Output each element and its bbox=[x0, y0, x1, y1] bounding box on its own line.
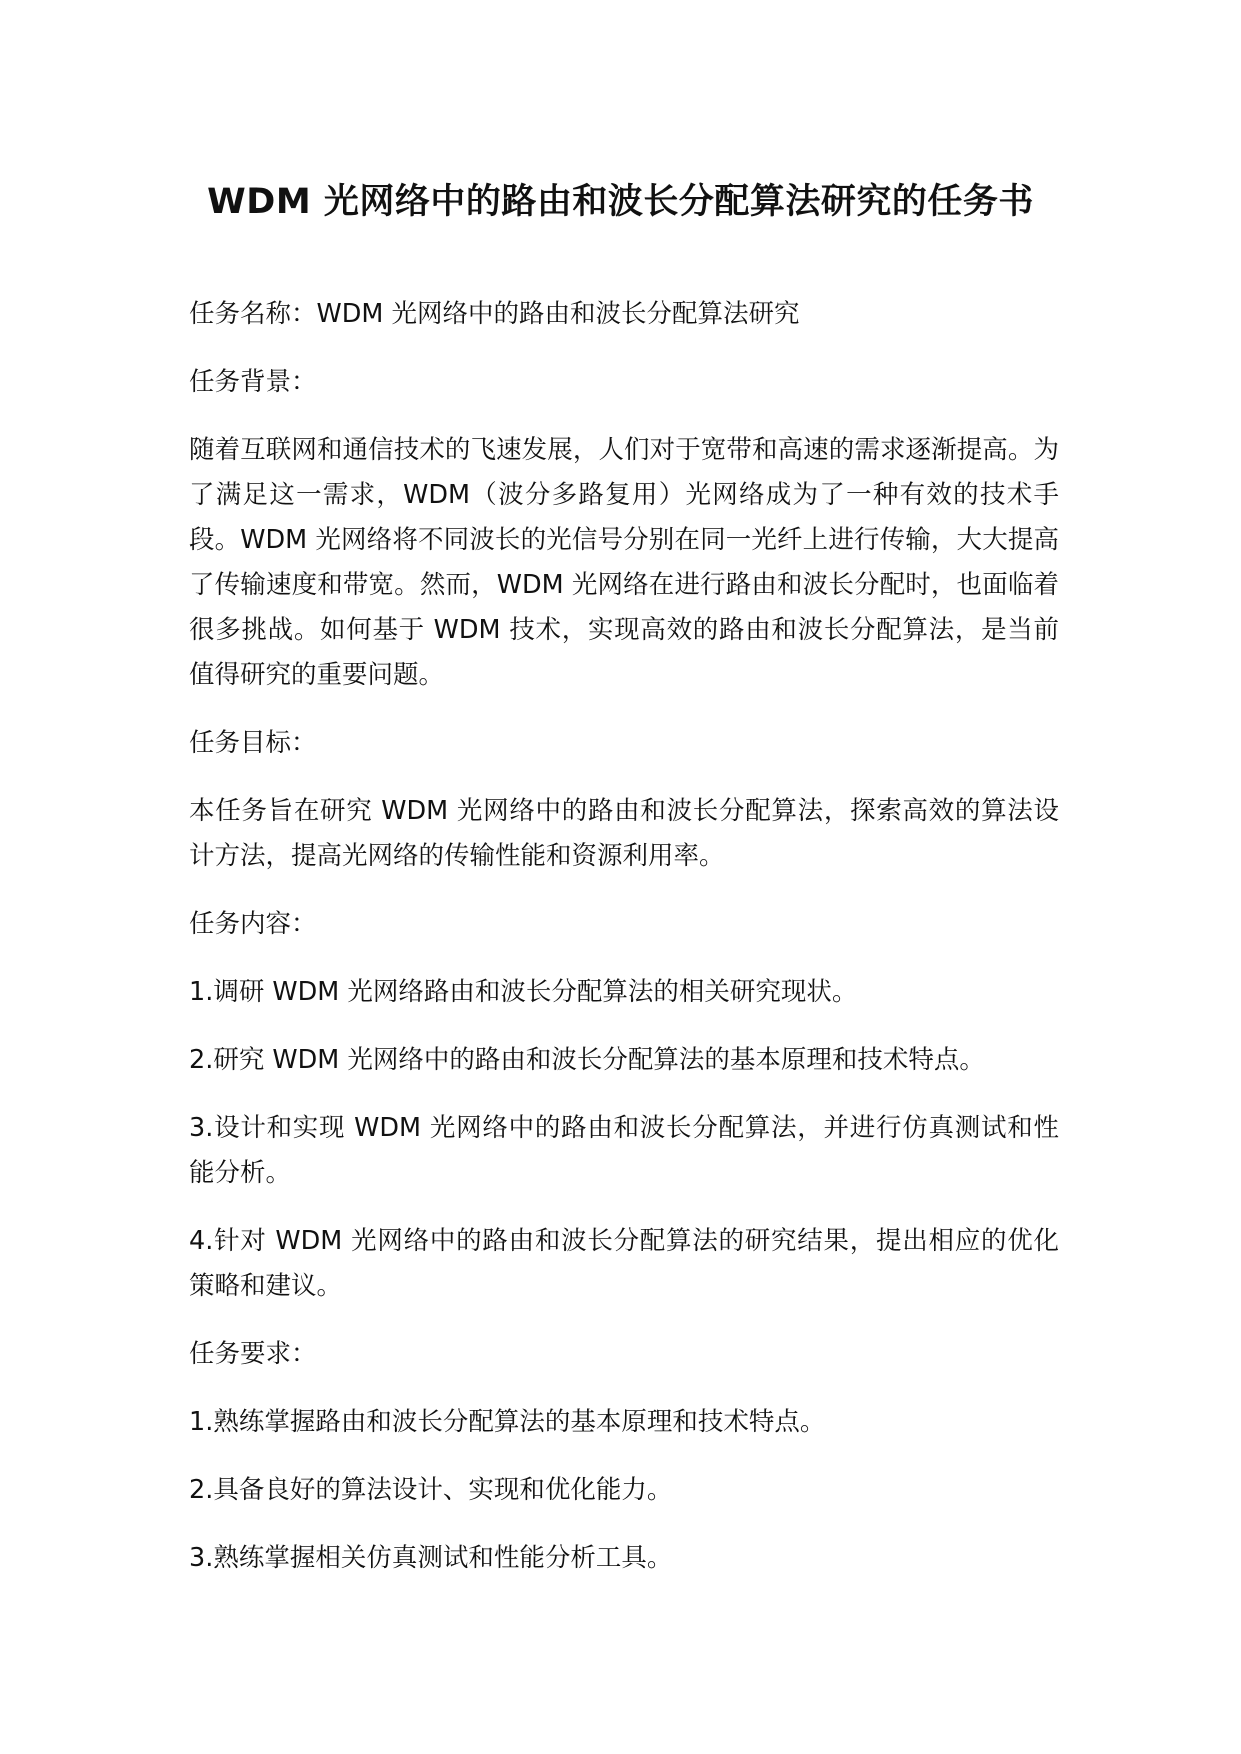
content-item-2: 2.研究 WDM 光网络中的路由和波长分配算法的基本原理和技术特点。 bbox=[189, 1045, 985, 1075]
goal-heading: 任务目标： bbox=[189, 728, 317, 758]
goal-text: 本任务旨在研究 WDM 光网络中的路由和波长分配算法，探索高效的算法设计方法，提高光网络的传输性能和资源利用率。 bbox=[189, 796, 1059, 871]
content-item-4: 4.针对 WDM 光网络中的路由和波长分配算法的研究结果，提出相应的优化策略和建议。 bbox=[189, 1226, 1059, 1301]
requirements-heading: 任务要求： bbox=[189, 1339, 317, 1369]
document-title: WDM 光网络中的路由和波长分配算法研究的任务书 bbox=[207, 182, 1034, 222]
requirement-item-3: 3.熟练掌握相关仿真测试和性能分析工具。 bbox=[189, 1543, 673, 1573]
requirement-item-1: 1.熟练掌握路由和波长分配算法的基本原理和技术特点。 bbox=[189, 1407, 826, 1437]
content-heading: 任务内容： bbox=[189, 909, 317, 939]
content-item-3: 3.设计和实现 WDM 光网络中的路由和波长分配算法，并进行仿真测试和性能分析。 bbox=[189, 1113, 1059, 1188]
task-name-line: 任务名称：WDM 光网络中的路由和波长分配算法研究 bbox=[189, 299, 800, 329]
document-body bbox=[189, 292, 1059, 1604]
background-text: 随着互联网和通信技术的飞速发展，人们对于宽带和高速的需求逐渐提高。为了满足这一需求，WDM（波分多路复用）光网络成为了一种有效的技术手段。WDM 光网络将不同波长的光信号分别在同一光纤上进行传输，大大提高了传输速度和带宽。然而，WDM 光网络在进行路由和波长分配时，也面临着很多挑战。如何基于 WDM 技术，实现高效的路由和波长分配算法，是当前值得研究的重要问题。 bbox=[189, 435, 1059, 690]
background-heading: 任务背景： bbox=[189, 367, 317, 397]
requirement-item-2: 2.具备良好的算法设计、实现和优化能力。 bbox=[189, 1475, 673, 1505]
content-item-1: 1.调研 WDM 光网络路由和波长分配算法的相关研究现状。 bbox=[189, 977, 858, 1007]
